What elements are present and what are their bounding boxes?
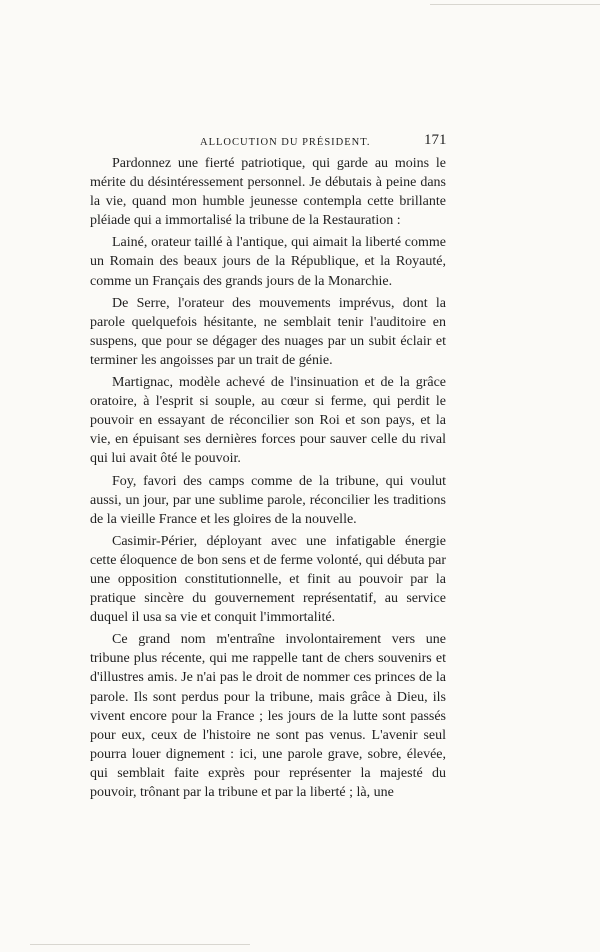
paragraph: Foy, favori des camps comme de la tribune, qui voulut aussi, un jour, par une sublime parole, réconcilier les traditions de la vieille France et les gloires de la nouvelle.	[90, 473, 446, 527]
page-number: 171	[424, 132, 447, 148]
paragraph: Lainé, orateur taillé à l'antique, qui aimait la liberté comme un Romain des beaux jours de la République, et la Royauté, comme un Français des grands jours de la Monarchie.	[90, 235, 446, 289]
paragraph: Casimir-Périer, déployant avec une infatigable énergie cette éloquence de bon sens et de ferme volonté, qui débuta par une opposition constitutionnelle, et finit au pouvoir par la pratique sincère du gouvernement représentatif, au service duquel il usa sa vie et conquit l'immortalité.	[90, 533, 446, 626]
running-title: ALLOCUTION DU PRÉSIDENT.	[200, 137, 371, 148]
paragraph: Pardonnez une fierté patriotique, qui garde au moins le mérite du désintéressement personnel. Je débutais à peine dans la vie, quand mon humble jeunesse contempla cette brillante pléiade qui a immortalisé la tribune de la Restauration :	[90, 156, 446, 229]
paragraph: Martignac, modèle achevé de l'insinuation et de la grâce oratoire, à l'esprit si souple, au cœur si ferme, qui perdit le pouvoir en essayant de réconcilier son Roi et son pays, et la vie, en épuisant ses dernières forces pour sauver celle du rival qui lui avait ôté le pouvoir.	[90, 375, 446, 467]
body-text	[90, 154, 446, 805]
paragraph: De Serre, l'orateur des mouvements imprévus, dont la parole quelquefois hésitante, ne semblait tenir l'auditoire en suspens, que pour se dégager des nuages par un subit éclair et terminer les angoisses par un trait de génie.	[90, 295, 446, 368]
bottom-edge-mark	[30, 944, 250, 945]
top-edge-mark	[430, 4, 600, 5]
paragraph: Ce grand nom m'entraîne involontairement vers une tribune plus récente, qui me rappelle tant de chers souvenirs et d'illustres amis. Je n'ai pas le droit de nommer ces princes de la parole. Ils sont perdus pour la tribune, mais grâce à Dieu, ils vivent encore pour la France ; les jours de la lutte sont passés pour eux, ceux de l'histoire ne sont pas venus. L'avenir seul pourra louer dignement : ici, une parole grave, sobre, élevée, qui semblait faite exprès pour représenter la majesté du pouvoir, trônant par la tribune et par la liberté ; là, une	[90, 632, 446, 800]
